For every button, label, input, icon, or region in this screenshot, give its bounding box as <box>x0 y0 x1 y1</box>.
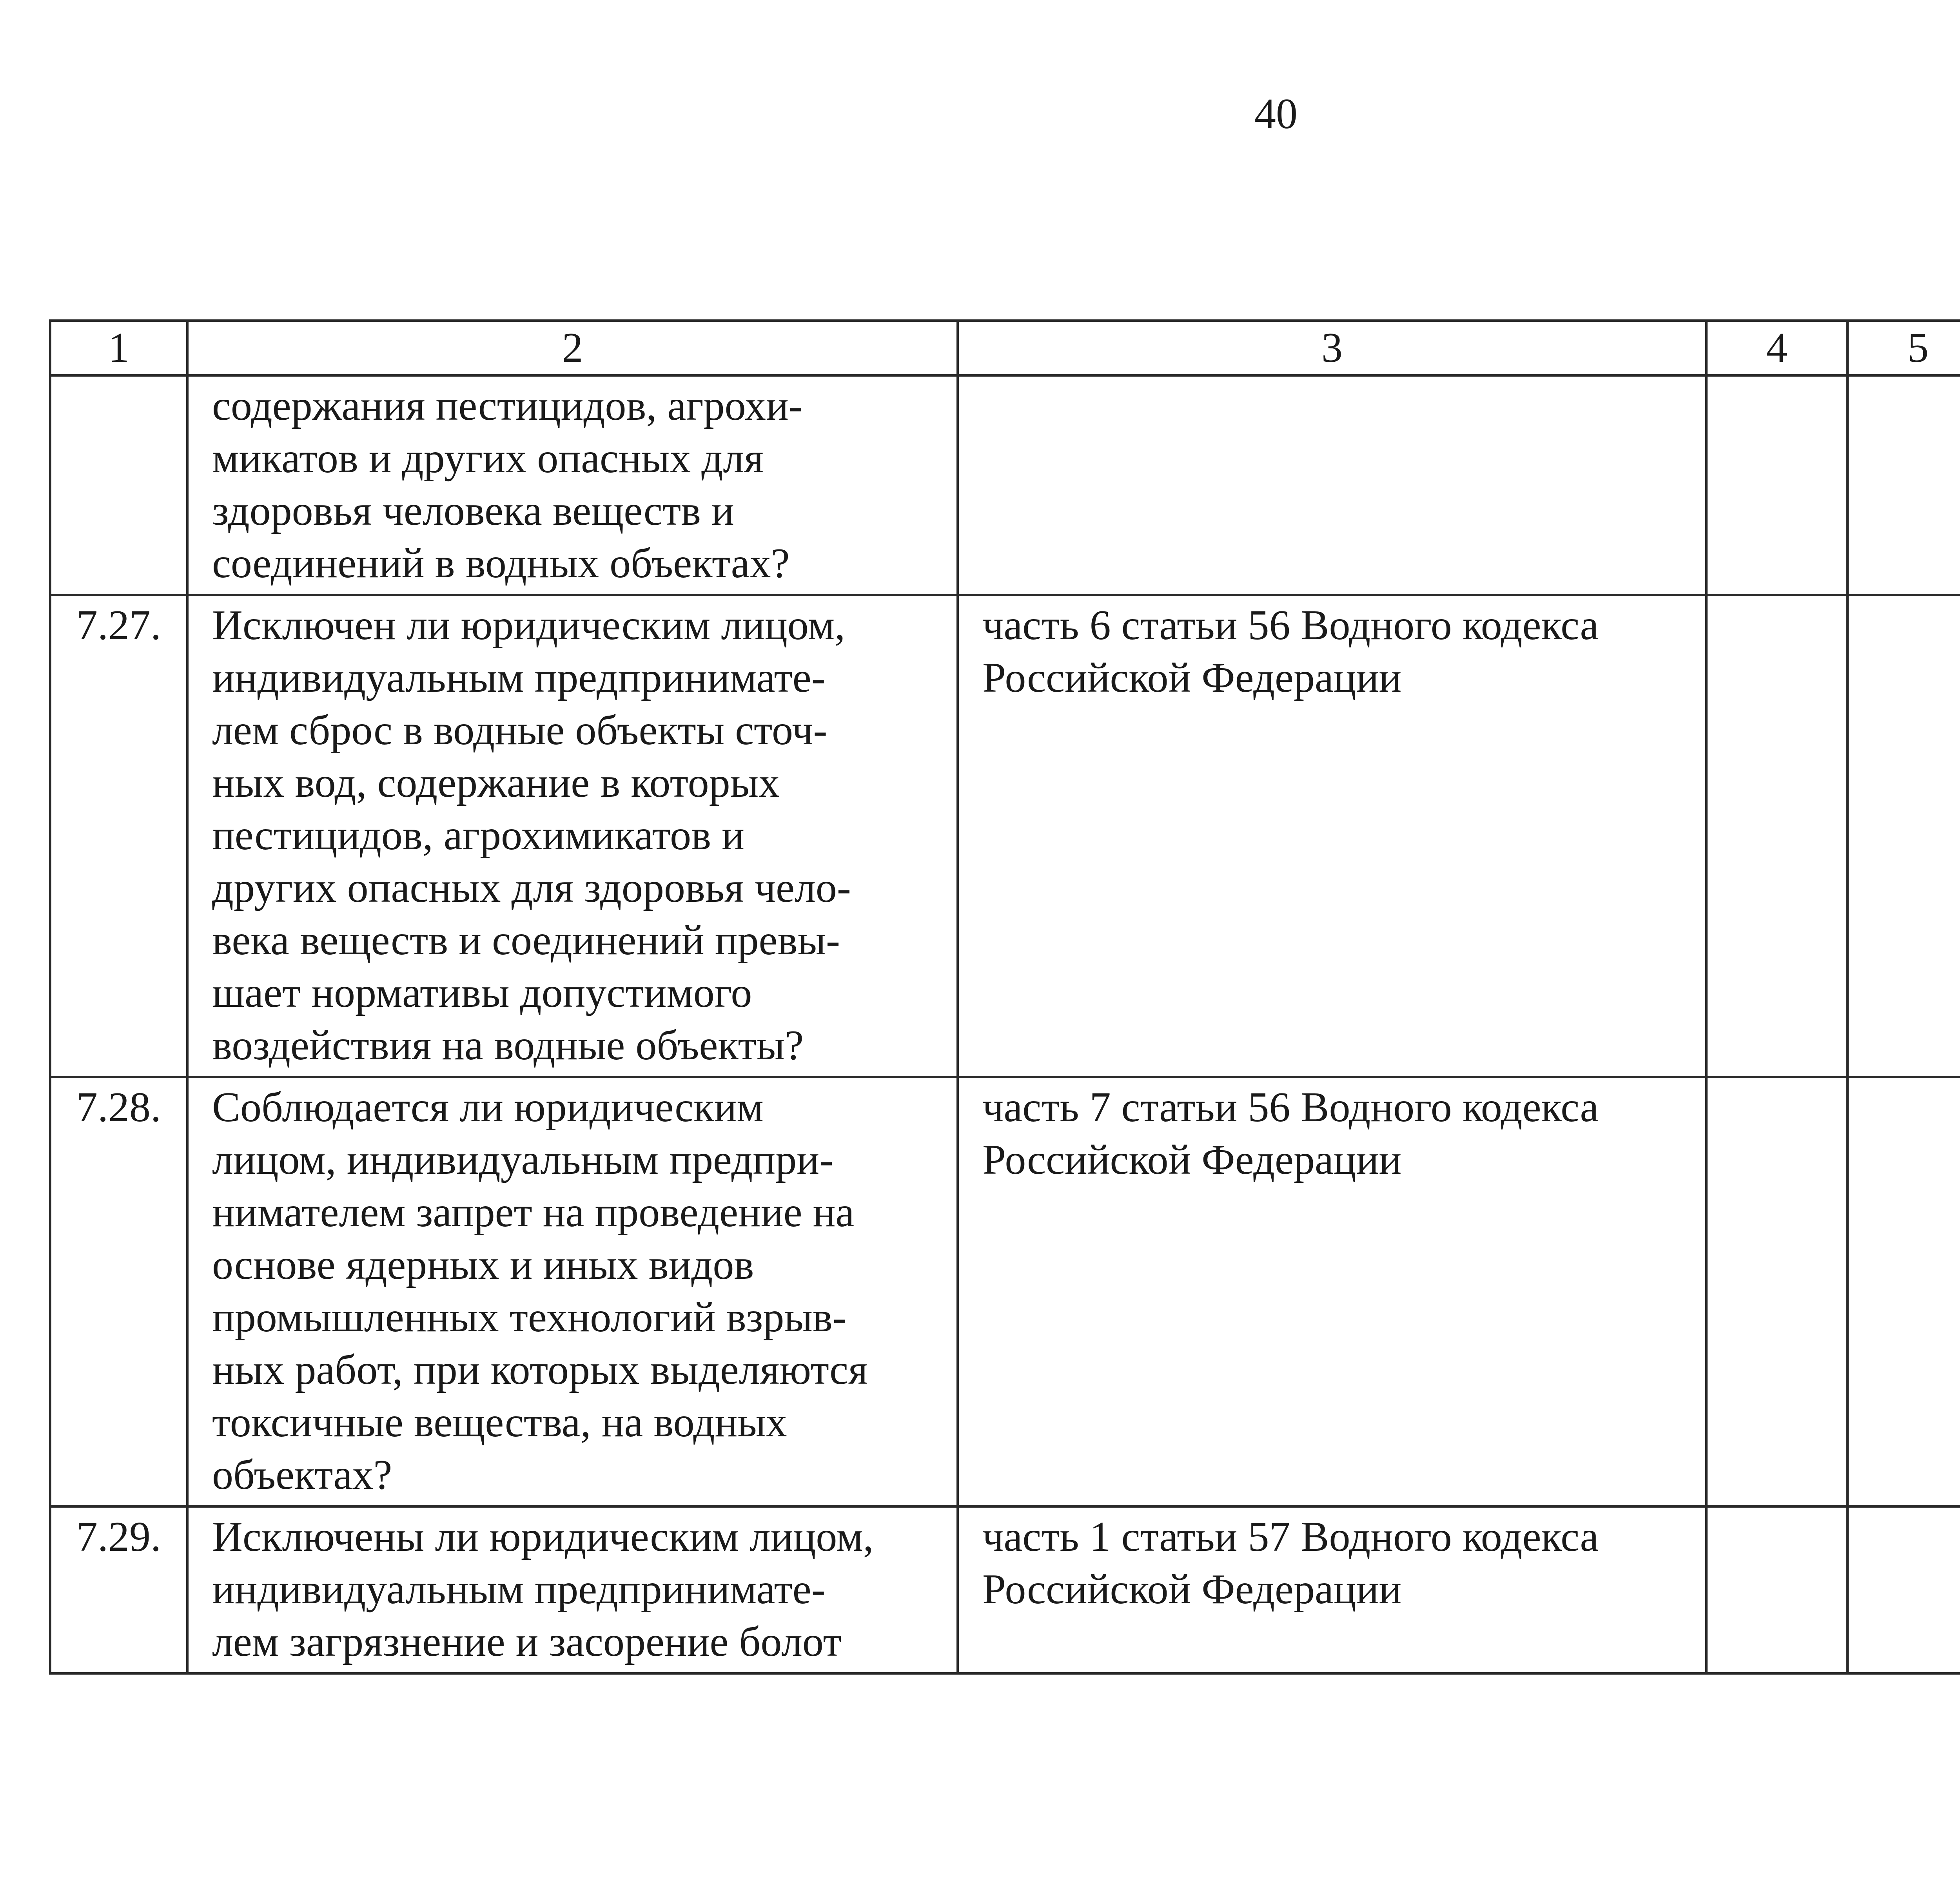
question-line: основе ядерных и иных видов <box>212 1242 754 1288</box>
table-row <box>50 1506 1960 1673</box>
reference-line: Российской Федерации <box>982 1566 1402 1613</box>
item-number: 7.28. <box>50 1077 187 1506</box>
question-line: соединений в водных объектах? <box>212 540 790 587</box>
column-header: 5 <box>1847 321 1960 375</box>
question-line: других опасных для здоровья чело- <box>212 865 851 911</box>
answer-cell-5[interactable] <box>1847 1077 1960 1506</box>
reference-line: часть 1 статьи 57 Водного кодекса <box>982 1514 1599 1560</box>
question-line: токсичные вещества, на водных <box>212 1399 787 1446</box>
column-header: 4 <box>1706 321 1847 375</box>
question-line: лицом, индивидуальным предпри- <box>212 1137 833 1183</box>
answer-cell-4[interactable] <box>1706 595 1847 1077</box>
question-line: здоровья человека веществ и <box>212 488 734 534</box>
answer-cell-5[interactable] <box>1847 1506 1960 1673</box>
reference-line: часть 7 статьи 56 Водного кодекса <box>982 1084 1599 1131</box>
question-line: лем сброс в водные объекты сточ- <box>212 707 828 754</box>
question-line: нимателем запрет на проведение на <box>212 1189 855 1236</box>
table-row <box>50 595 1960 1077</box>
reference-line: Российской Федерации <box>982 1137 1402 1183</box>
question-line: ных вод, содержание в которых <box>212 760 780 806</box>
question-line: ных работ, при которых выделяются <box>212 1347 868 1393</box>
question-line: индивидуальным предпринимате- <box>212 1566 826 1613</box>
question-line: объектах? <box>212 1452 392 1498</box>
reference-line: Российской Федерации <box>982 654 1402 701</box>
question-line: микатов и других опасных для <box>212 435 764 482</box>
question-cell <box>187 1077 958 1506</box>
table-row <box>50 1077 1960 1506</box>
question-line: века веществ и соединений превы- <box>212 917 840 964</box>
question-line: воздействия на водные объекты? <box>212 1022 804 1069</box>
answer-cell-4[interactable] <box>1706 1077 1847 1506</box>
answer-cell-5[interactable] <box>1847 375 1960 595</box>
reference-cell <box>958 595 1706 1077</box>
column-header: 1 <box>50 321 187 375</box>
question-cell <box>187 595 958 1077</box>
column-header: 2 <box>187 321 958 375</box>
question-line: шает нормативы допустимого <box>212 970 752 1016</box>
answer-cell-4[interactable] <box>1706 1506 1847 1673</box>
item-number: 7.27. <box>50 595 187 1077</box>
question-line: пестицидов, агрохимикатов и <box>212 812 744 859</box>
reference-cell <box>958 1506 1706 1673</box>
question-line: промышленных технологий взрыв- <box>212 1294 847 1341</box>
reference-cell <box>958 375 1706 595</box>
page-number: 40 <box>1254 90 1298 138</box>
item-number <box>50 375 187 595</box>
answer-cell-5[interactable] <box>1847 595 1960 1077</box>
question-line: Соблюдается ли юридическим <box>212 1084 764 1131</box>
table-row <box>50 375 1960 595</box>
answer-cell-4[interactable] <box>1706 375 1847 595</box>
question-cell <box>187 1506 958 1673</box>
question-line: индивидуальным предпринимате- <box>212 654 826 701</box>
item-number: 7.29. <box>50 1506 187 1673</box>
question-line: лем загрязнение и засорение болот <box>212 1619 842 1665</box>
question-line: Исключены ли юридическим лицом, <box>212 1514 874 1560</box>
question-line: Исключен ли юридическим лицом, <box>212 602 846 649</box>
question-cell <box>187 375 958 595</box>
checklist-table <box>49 319 1960 1675</box>
reference-cell <box>958 1077 1706 1506</box>
column-header: 3 <box>958 321 1706 375</box>
reference-line: часть 6 статьи 56 Водного кодекса <box>982 602 1599 649</box>
table-header-row <box>50 321 1960 375</box>
question-line: содержания пестицидов, агрохи- <box>212 382 803 429</box>
